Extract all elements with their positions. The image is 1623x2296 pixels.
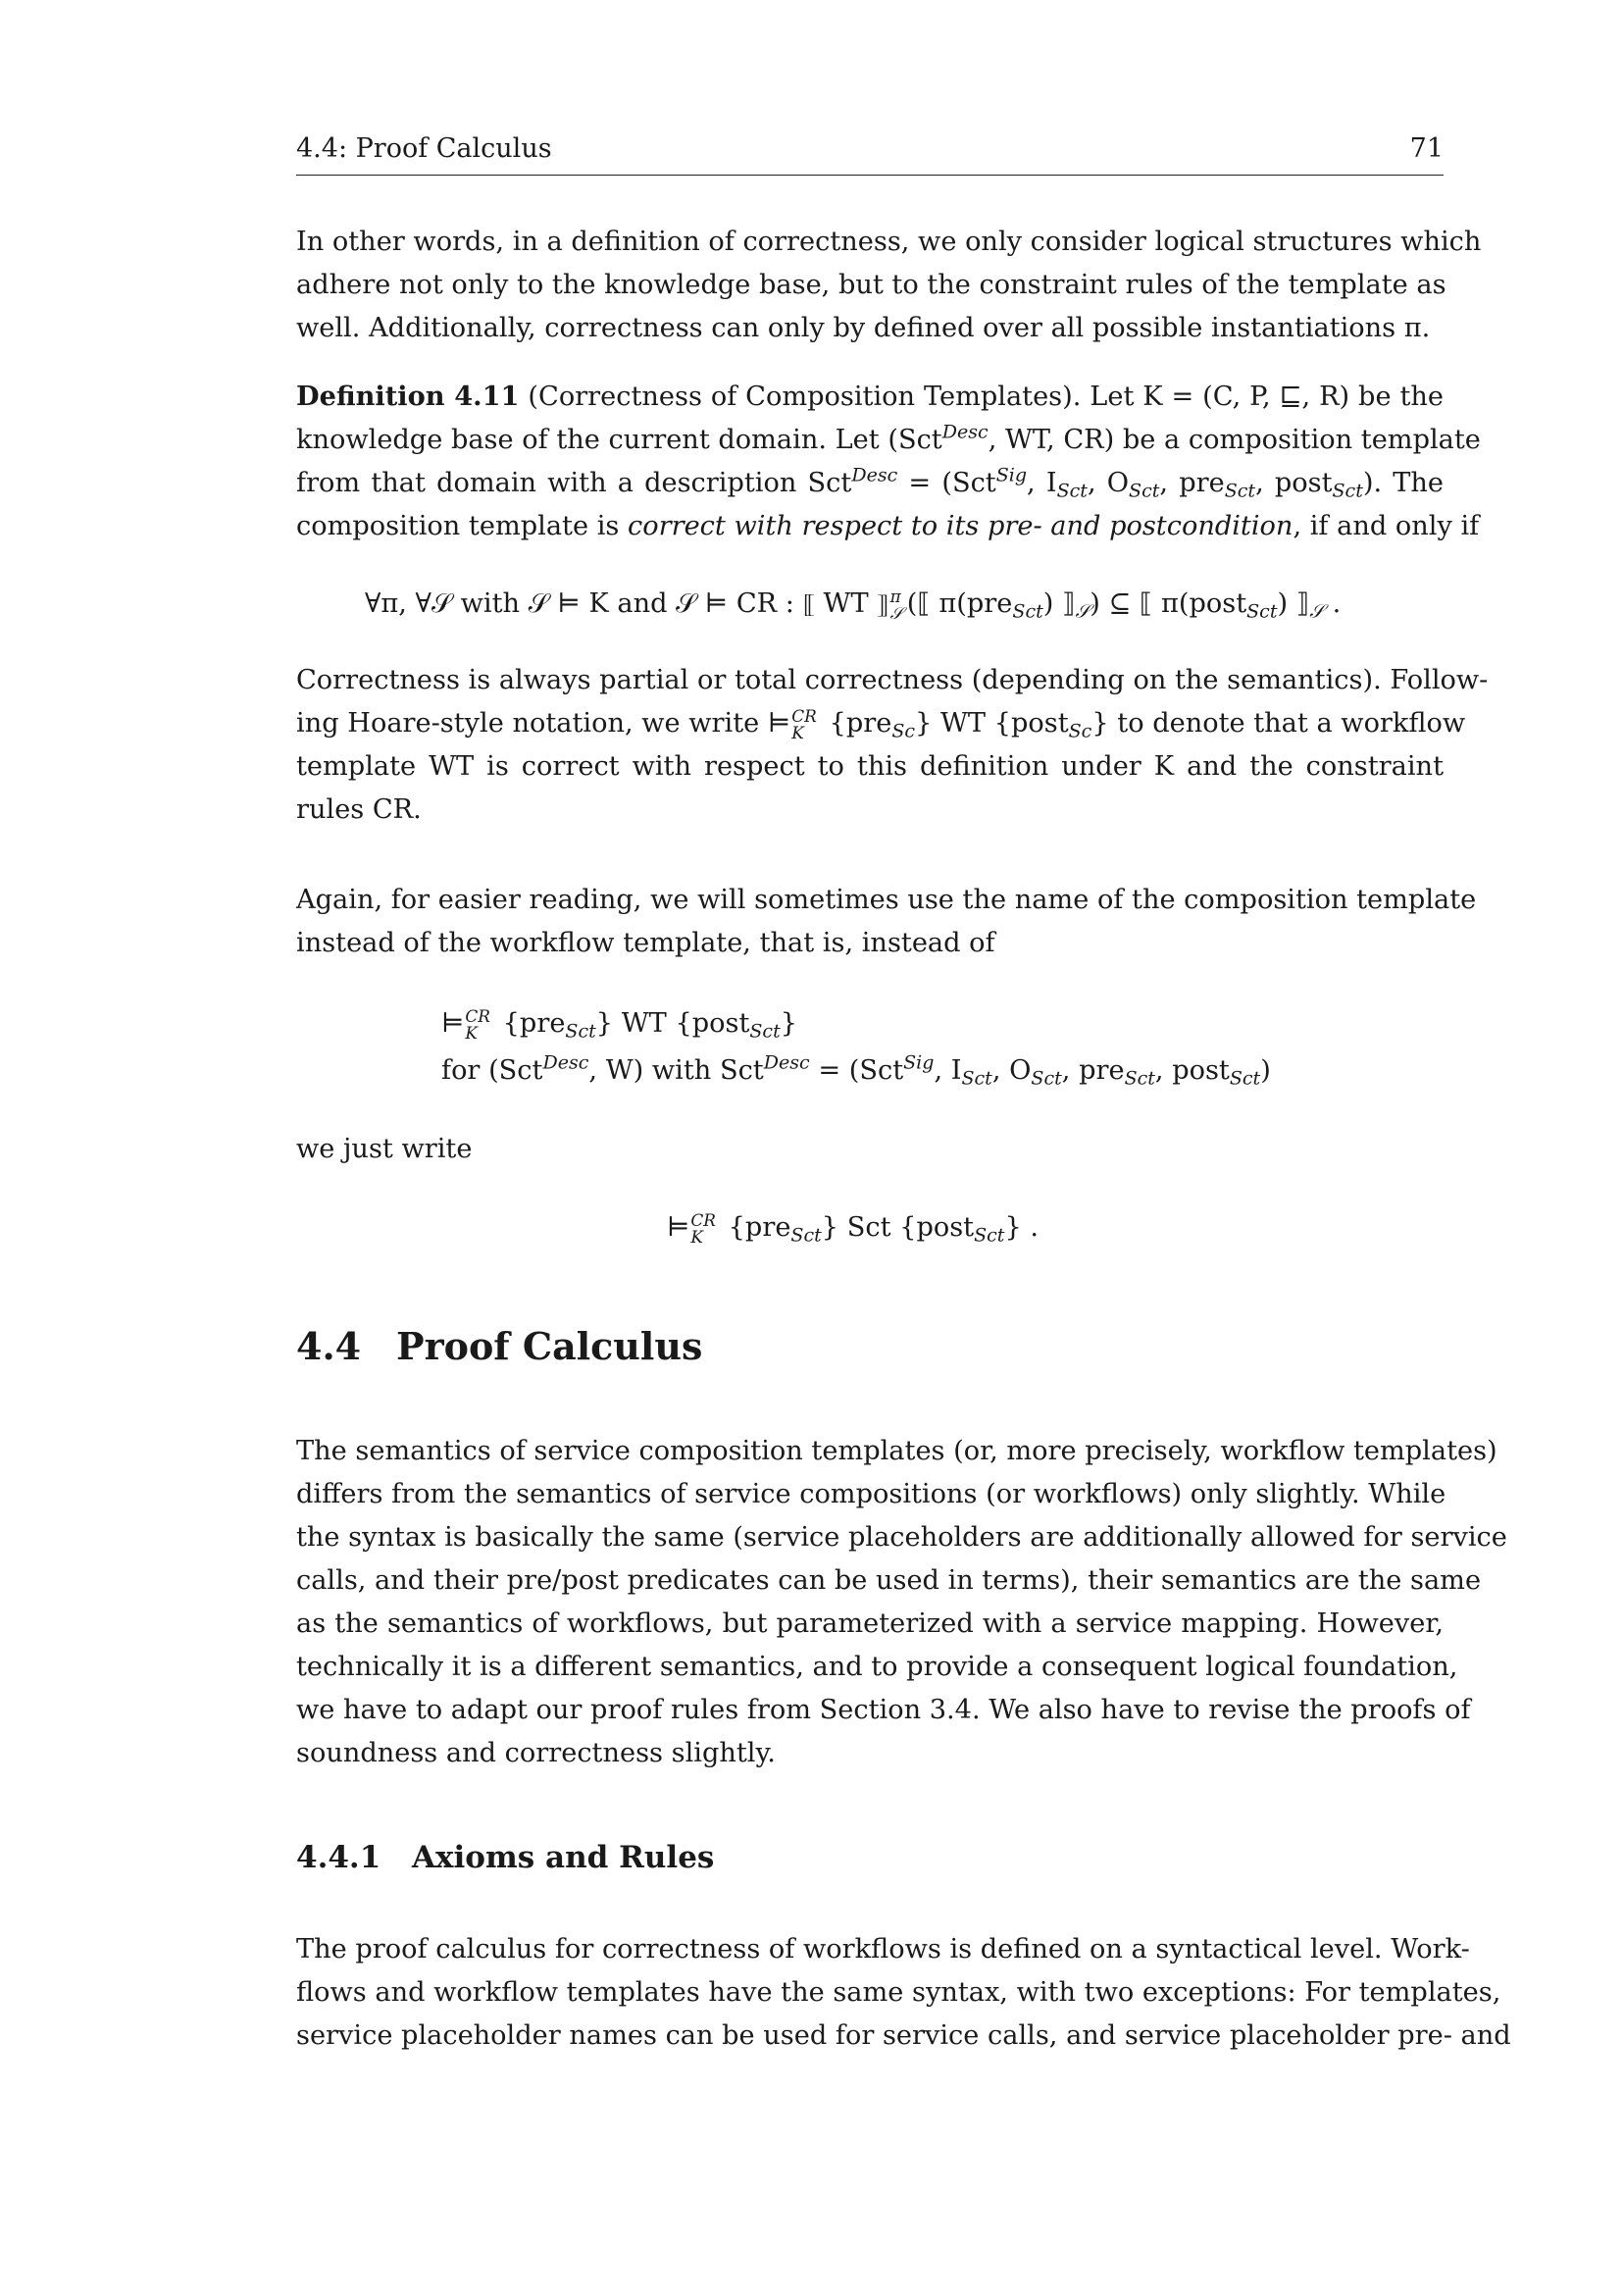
text-line: The proof calculus for correctness of workflows is defined on a syntactical level. Work- xyxy=(296,1934,1470,1964)
paragraph-just-write xyxy=(296,1128,1444,1171)
equation-template-line-1: ⊨ CR K {pre$_{Sct}$} WT {post$_{Sct}$} xyxy=(441,1005,798,1043)
equation-short-form: ⊨ CR K {pre$_{Sct}$} Sct {post$_{Sct}$} . xyxy=(667,1209,1040,1247)
equation-template-line-2: for (Sct$^{Desc}$, W) with Sct$^{Desc}$ = (Sct$^{Sig}$, $I_{Sct}$, $O_{Sct}$, pre$_{Sct}$, post$_{Sct}$) xyxy=(441,1051,1271,1090)
text-line: we just write xyxy=(296,1134,473,1164)
text-line: we have to adapt our proof rules from Section 3.4. We also have to revise the proofs of xyxy=(296,1695,1471,1725)
text-line: the syntax is basically the same (service placeholders are additionally allowed for service xyxy=(296,1522,1507,1553)
definition-line-4: composition template is correct with respect to its pre- and postcondition, if and only if xyxy=(296,511,1480,541)
text-line: adhere not only to the knowledge base, but to the constraint rules of the template as xyxy=(296,270,1446,300)
text-line: ing Hoare-style notation, we write ⊨ CR K {pre$_{Sc}$} WT {post$_{Sc}$} to denote that a workflow xyxy=(296,705,1466,742)
definition-4-11 xyxy=(296,375,1481,548)
definition-line-2: knowledge base of the current domain. Let (Sct$^{Desc}$, WT, CR) be a composition template xyxy=(296,421,1481,455)
text-line: service placeholder names can be used for service calls, and service placeholder pre- and xyxy=(296,2020,1511,2051)
paragraph-reading xyxy=(296,879,1477,965)
equation-correctness: ∀π, ∀𝒮 with 𝒮 ⊨ K and 𝒮 ⊨ CR : ⟦ WT ⟧ π 𝒮 (⟦ π(pre$_{Sct}$) $⟧_𝒮$) ⊆ ⟦ π(post$_{Sct}$) $⟧_𝒮$ . xyxy=(365,586,1342,623)
section-heading xyxy=(296,1324,702,1368)
subsection-number: 4.4.1 xyxy=(296,1840,381,1875)
text-line: flows and workflow templates have the same syntax, with two exceptions: For templates, xyxy=(296,1977,1501,2008)
paragraph-hoare xyxy=(296,659,1489,832)
text-line: instead of the workflow template, that is, instead of xyxy=(296,928,995,958)
subsection-title: Axioms and Rules xyxy=(412,1840,715,1875)
definition-label: Definition 4.11 xyxy=(296,381,520,412)
text-line: technically it is a different semantics, and to provide a consequent logical foundation, xyxy=(296,1652,1458,1682)
page-number: 71 xyxy=(1409,133,1444,164)
text-line: template WT is correct with respect to this definition under K and the constraint xyxy=(296,751,1444,782)
text-line: In other words, in a definition of correctness, we only consider logical structures which xyxy=(296,227,1482,257)
text-line: differs from the semantics of service compositions (or workflows) only slightly. While xyxy=(296,1479,1446,1509)
running-title: 4.4: Proof Calculus xyxy=(296,133,552,164)
paragraph-semantics xyxy=(296,1430,1507,1775)
text-line: as the semantics of workflows, but parameterized with a service mapping. However, xyxy=(296,1608,1444,1639)
subsection-heading xyxy=(296,1840,714,1875)
text-line: rules CR. xyxy=(296,794,422,825)
section-title: Proof Calculus xyxy=(396,1324,703,1368)
paragraph-intro xyxy=(296,221,1482,350)
definition-line-1: Definition 4.11 (Correctness of Composition Templates). Let K = (C, P, ⊑, R) be the xyxy=(296,381,1444,412)
definition-line-3: from that domain with a description Sct$^{Desc}$ = (Sct$^{Sig}$, $I_{Sct}$, $O_{Sct}$, pre$_{Sct}$, post$_{Sct}$). The xyxy=(296,464,1445,502)
running-header xyxy=(296,131,1444,176)
text-line: calls, and their pre/post predicates can be used in terms), their semantics are the same xyxy=(296,1565,1482,1596)
text-line: Correctness is always partial or total correctness (depending on the semantics). Follow- xyxy=(296,665,1489,695)
text-line: soundness and correctness slightly. xyxy=(296,1738,776,1768)
text-line: well. Additionally, correctness can only by defined over all possible instantiations π. xyxy=(296,313,1431,343)
text-line: The semantics of service composition templates (or, more precisely, workflow templates) xyxy=(296,1436,1497,1466)
paragraph-proof-calculus xyxy=(296,1928,1511,2058)
text-line: Again, for easier reading, we will sometimes use the name of the composition template xyxy=(296,885,1477,915)
section-number: 4.4 xyxy=(296,1324,362,1368)
